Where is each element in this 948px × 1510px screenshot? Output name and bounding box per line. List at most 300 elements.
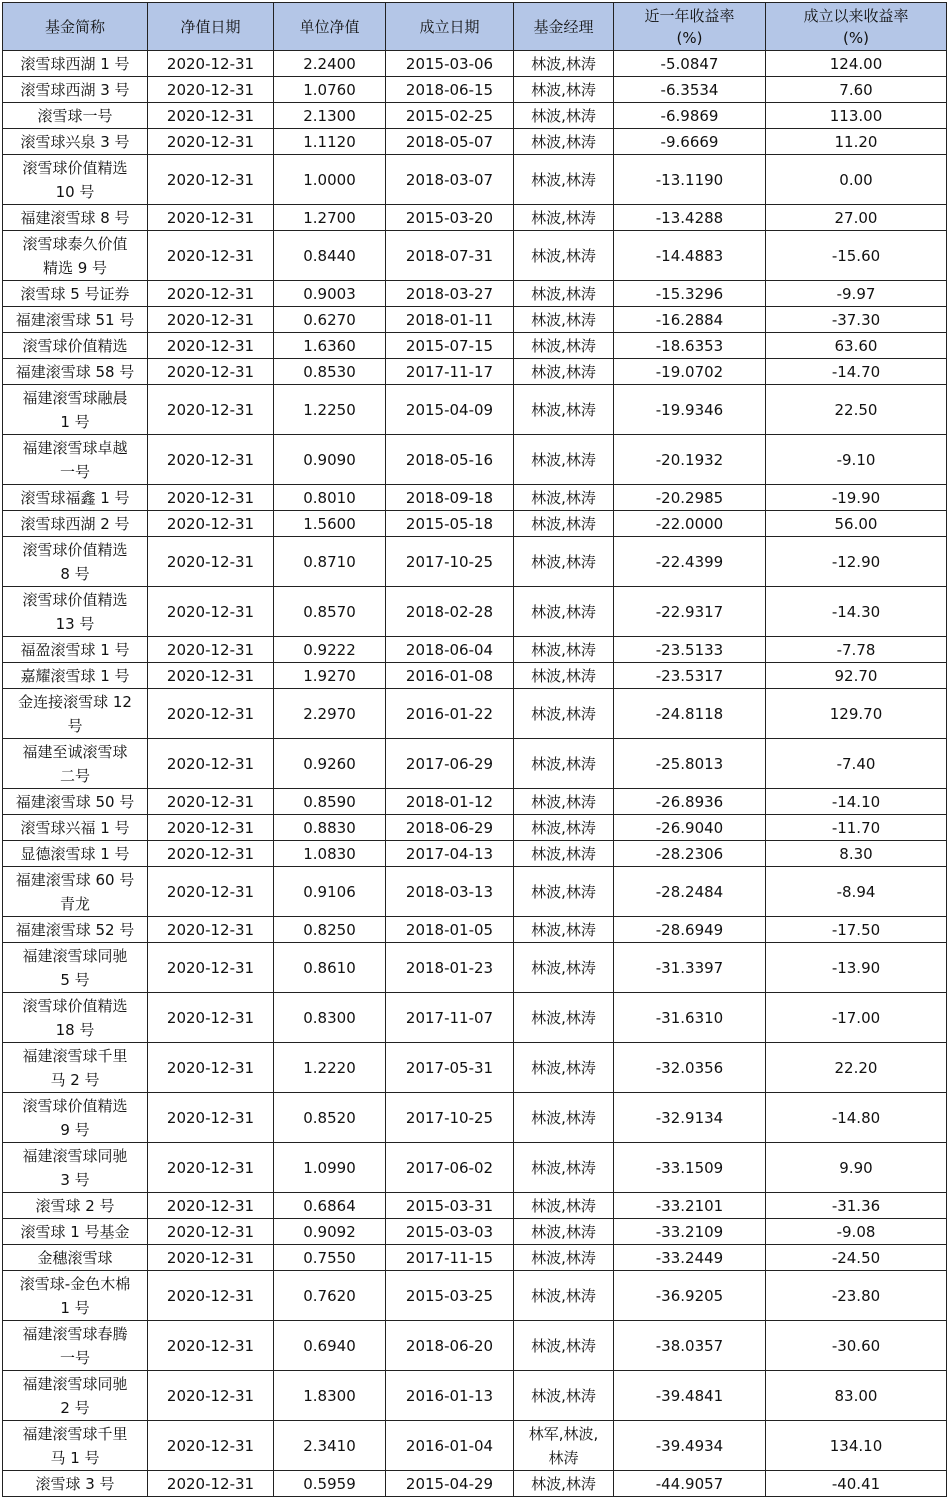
fund-name-cell: 滚雪球价值精选 10 号: [3, 155, 148, 205]
nav-date-cell: 2020-12-31: [148, 1043, 274, 1093]
fund-manager-cell: 林波,林涛: [514, 1471, 614, 1497]
table-row: [3, 1093, 947, 1143]
nav-date-cell: 2020-12-31: [148, 663, 274, 689]
inception-date-cell: 2018-01-11: [386, 307, 514, 333]
one-year-return-cell: -32.0356: [614, 1043, 766, 1093]
fund-name-cell: 福建滚雪球 50 号: [3, 789, 148, 815]
fund-name-cell: 滚雪球-金色木棉 1 号: [3, 1271, 148, 1321]
table-row: [3, 511, 947, 537]
since-inception-return-cell: 134.10: [766, 1421, 947, 1471]
table-row: [3, 1471, 947, 1497]
one-year-return-cell: -31.3397: [614, 943, 766, 993]
nav-date-cell: 2020-12-31: [148, 993, 274, 1043]
fund-name-cell: 福建滚雪球卓越 一号: [3, 435, 148, 485]
nav-date-cell: 2020-12-31: [148, 511, 274, 537]
fund-manager-cell: 林波,林涛: [514, 867, 614, 917]
since-inception-return-cell: -7.40: [766, 739, 947, 789]
unit-nav-cell: 1.5600: [274, 511, 386, 537]
inception-date-cell: 2016-01-08: [386, 663, 514, 689]
nav-date-cell: 2020-12-31: [148, 155, 274, 205]
unit-nav-cell: 0.6270: [274, 307, 386, 333]
one-year-return-cell: -22.9317: [614, 587, 766, 637]
since-inception-return-cell: 63.60: [766, 333, 947, 359]
one-year-return-cell: -23.5133: [614, 637, 766, 663]
unit-nav-cell: 0.9260: [274, 739, 386, 789]
fund-name-cell: 福建至诚滚雪球 二号: [3, 739, 148, 789]
table-row: [3, 1193, 947, 1219]
inception-date-cell: 2018-01-23: [386, 943, 514, 993]
unit-nav-cell: 1.2220: [274, 1043, 386, 1093]
fund-manager-cell: 林波,林涛: [514, 789, 614, 815]
inception-date-cell: 2017-06-02: [386, 1143, 514, 1193]
since-inception-return-cell: -37.30: [766, 307, 947, 333]
one-year-return-cell: -32.9134: [614, 1093, 766, 1143]
table-row: [3, 739, 947, 789]
inception-date-cell: 2018-09-18: [386, 485, 514, 511]
since-inception-return-cell: -8.94: [766, 867, 947, 917]
table-row: [3, 689, 947, 739]
inception-date-cell: 2015-04-29: [386, 1471, 514, 1497]
fund-name-cell: 福建滚雪球同驰 5 号: [3, 943, 148, 993]
inception-date-cell: 2018-02-28: [386, 587, 514, 637]
unit-nav-cell: 1.2700: [274, 205, 386, 231]
fund-manager-cell: 林军,林波, 林涛: [514, 1421, 614, 1471]
table-row: [3, 815, 947, 841]
fund-manager-cell: 林波,林涛: [514, 637, 614, 663]
inception-date-cell: 2018-07-31: [386, 231, 514, 281]
table-row: [3, 637, 947, 663]
since-inception-return-cell: -31.36: [766, 1193, 947, 1219]
table-row: [3, 77, 947, 103]
inception-date-cell: 2016-01-22: [386, 689, 514, 739]
nav-date-cell: 2020-12-31: [148, 1371, 274, 1421]
nav-date-cell: 2020-12-31: [148, 1245, 274, 1271]
since-inception-return-cell: -19.90: [766, 485, 947, 511]
fund-name-cell: 显德滚雪球 1 号: [3, 841, 148, 867]
one-year-return-cell: -14.4883: [614, 231, 766, 281]
one-year-return-cell: -28.2484: [614, 867, 766, 917]
fund-name-cell: 滚雪球福鑫 1 号: [3, 485, 148, 511]
nav-date-cell: 2020-12-31: [148, 587, 274, 637]
unit-nav-cell: 0.8590: [274, 789, 386, 815]
fund-name-cell: 滚雪球兴福 1 号: [3, 815, 148, 841]
inception-date-cell: 2016-01-13: [386, 1371, 514, 1421]
unit-nav-cell: 0.9106: [274, 867, 386, 917]
fund-name-cell: 福建滚雪球春腾 一号: [3, 1321, 148, 1371]
since-inception-return-cell: 124.00: [766, 51, 947, 77]
unit-nav-cell: 0.9222: [274, 637, 386, 663]
unit-nav-cell: 1.0000: [274, 155, 386, 205]
one-year-return-cell: -33.1509: [614, 1143, 766, 1193]
table-row: [3, 1043, 947, 1093]
fund-name-cell: 滚雪球兴泉 3 号: [3, 129, 148, 155]
inception-date-cell: 2018-06-04: [386, 637, 514, 663]
table-row: [3, 333, 947, 359]
fund-name-cell: 滚雪球价值精选 9 号: [3, 1093, 148, 1143]
nav-date-cell: 2020-12-31: [148, 689, 274, 739]
since-inception-return-cell: 27.00: [766, 205, 947, 231]
one-year-return-cell: -9.6669: [614, 129, 766, 155]
one-year-return-cell: -39.4934: [614, 1421, 766, 1471]
inception-date-cell: 2018-03-27: [386, 281, 514, 307]
nav-date-cell: 2020-12-31: [148, 1271, 274, 1321]
fund-name-cell: 滚雪球 3 号: [3, 1471, 148, 1497]
fund-manager-cell: 林波,林涛: [514, 663, 614, 689]
inception-date-cell: 2018-03-07: [386, 155, 514, 205]
inception-date-header: 成立日期: [386, 3, 514, 51]
table-row: [3, 359, 947, 385]
nav-date-cell: 2020-12-31: [148, 77, 274, 103]
since-inception-return-cell: 9.90: [766, 1143, 947, 1193]
table-body: [3, 51, 947, 1497]
table-row: [3, 789, 947, 815]
since-inception-return-cell: -9.97: [766, 281, 947, 307]
nav-date-cell: 2020-12-31: [148, 205, 274, 231]
nav-date-cell: 2020-12-31: [148, 359, 274, 385]
one-year-return-cell: -18.6353: [614, 333, 766, 359]
table-row: [3, 129, 947, 155]
unit-nav-cell: 0.8250: [274, 917, 386, 943]
fund-name-cell: 福建滚雪球 52 号: [3, 917, 148, 943]
unit-nav-cell: 2.2970: [274, 689, 386, 739]
one-year-return-cell: -22.0000: [614, 511, 766, 537]
one-year-return-cell: -19.0702: [614, 359, 766, 385]
inception-date-cell: 2018-03-13: [386, 867, 514, 917]
inception-date-cell: 2017-06-29: [386, 739, 514, 789]
since-inception-return-header: 成立以来收益率 (%): [766, 3, 947, 51]
nav-date-cell: 2020-12-31: [148, 637, 274, 663]
nav-date-cell: 2020-12-31: [148, 281, 274, 307]
since-inception-return-cell: 113.00: [766, 103, 947, 129]
one-year-return-cell: -24.8118: [614, 689, 766, 739]
inception-date-cell: 2015-04-09: [386, 385, 514, 435]
inception-date-cell: 2015-03-25: [386, 1271, 514, 1321]
fund-manager-cell: 林波,林涛: [514, 587, 614, 637]
fund-manager-cell: 林波,林涛: [514, 993, 614, 1043]
nav-date-cell: 2020-12-31: [148, 129, 274, 155]
table-row: [3, 1143, 947, 1193]
nav-date-cell: 2020-12-31: [148, 1143, 274, 1193]
since-inception-return-cell: -9.10: [766, 435, 947, 485]
inception-date-cell: 2017-11-07: [386, 993, 514, 1043]
one-year-return-cell: -44.9057: [614, 1471, 766, 1497]
inception-date-cell: 2018-06-29: [386, 815, 514, 841]
one-year-return-cell: -5.0847: [614, 51, 766, 77]
unit-nav-cell: 2.2400: [274, 51, 386, 77]
inception-date-cell: 2017-10-25: [386, 537, 514, 587]
one-year-return-cell: -36.9205: [614, 1271, 766, 1321]
table-row: [3, 205, 947, 231]
inception-date-cell: 2015-03-20: [386, 205, 514, 231]
unit-nav-header: 单位净值: [274, 3, 386, 51]
since-inception-return-cell: -24.50: [766, 1245, 947, 1271]
inception-date-cell: 2018-01-12: [386, 789, 514, 815]
fund-manager-cell: 林波,林涛: [514, 307, 614, 333]
since-inception-return-cell: -14.30: [766, 587, 947, 637]
inception-date-cell: 2018-01-05: [386, 917, 514, 943]
unit-nav-cell: 1.1120: [274, 129, 386, 155]
one-year-return-cell: -38.0357: [614, 1321, 766, 1371]
nav-date-cell: 2020-12-31: [148, 435, 274, 485]
one-year-return-cell: -13.4288: [614, 205, 766, 231]
unit-nav-cell: 0.8570: [274, 587, 386, 637]
nav-date-cell: 2020-12-31: [148, 841, 274, 867]
fund-name-cell: 滚雪球一号: [3, 103, 148, 129]
fund-name-cell: 滚雪球价值精选 13 号: [3, 587, 148, 637]
nav-date-header: 净值日期: [148, 3, 274, 51]
fund-name-cell: 滚雪球西湖 2 号: [3, 511, 148, 537]
one-year-return-cell: -28.2306: [614, 841, 766, 867]
fund-name-cell: 滚雪球价值精选 8 号: [3, 537, 148, 587]
fund-manager-cell: 林波,林涛: [514, 435, 614, 485]
unit-nav-cell: 0.7550: [274, 1245, 386, 1271]
table-row: [3, 485, 947, 511]
since-inception-return-cell: 0.00: [766, 155, 947, 205]
nav-date-cell: 2020-12-31: [148, 307, 274, 333]
inception-date-cell: 2017-10-25: [386, 1093, 514, 1143]
inception-date-cell: 2015-05-18: [386, 511, 514, 537]
fund-manager-cell: 林波,林涛: [514, 77, 614, 103]
unit-nav-cell: 0.8710: [274, 537, 386, 587]
since-inception-return-cell: -11.70: [766, 815, 947, 841]
nav-date-cell: 2020-12-31: [148, 917, 274, 943]
table-row: [3, 993, 947, 1043]
fund-name-header: 基金简称: [3, 3, 148, 51]
table-header: [3, 3, 947, 51]
since-inception-return-cell: -14.70: [766, 359, 947, 385]
inception-date-cell: 2015-03-31: [386, 1193, 514, 1219]
nav-date-cell: 2020-12-31: [148, 739, 274, 789]
fund-name-cell: 福建滚雪球千里 马 1 号: [3, 1421, 148, 1471]
table-row: [3, 231, 947, 281]
unit-nav-cell: 2.1300: [274, 103, 386, 129]
fund-name-cell: 滚雪球西湖 1 号: [3, 51, 148, 77]
one-year-return-cell: -33.2101: [614, 1193, 766, 1219]
unit-nav-cell: 0.9090: [274, 435, 386, 485]
since-inception-return-cell: 7.60: [766, 77, 947, 103]
fund-manager-cell: 林波,林涛: [514, 281, 614, 307]
one-year-return-cell: -16.2884: [614, 307, 766, 333]
fund-manager-cell: 林波,林涛: [514, 129, 614, 155]
fund-name-cell: 福建滚雪球 51 号: [3, 307, 148, 333]
fund-name-cell: 金穗滚雪球: [3, 1245, 148, 1271]
fund-name-cell: 福建滚雪球 8 号: [3, 205, 148, 231]
table-row: [3, 1271, 947, 1321]
one-year-return-cell: -33.2449: [614, 1245, 766, 1271]
inception-date-cell: 2018-06-15: [386, 77, 514, 103]
fund-manager-cell: 林波,林涛: [514, 917, 614, 943]
table-row: [3, 155, 947, 205]
since-inception-return-cell: -7.78: [766, 637, 947, 663]
nav-date-cell: 2020-12-31: [148, 1321, 274, 1371]
table-row: [3, 537, 947, 587]
since-inception-return-cell: 92.70: [766, 663, 947, 689]
nav-date-cell: 2020-12-31: [148, 103, 274, 129]
table-row: [3, 1245, 947, 1271]
unit-nav-cell: 1.0830: [274, 841, 386, 867]
inception-date-cell: 2018-05-16: [386, 435, 514, 485]
nav-date-cell: 2020-12-31: [148, 485, 274, 511]
fund-manager-cell: 林波,林涛: [514, 689, 614, 739]
unit-nav-cell: 0.8440: [274, 231, 386, 281]
inception-date-cell: 2015-07-15: [386, 333, 514, 359]
one-year-return-cell: -19.9346: [614, 385, 766, 435]
unit-nav-cell: 1.9270: [274, 663, 386, 689]
fund-manager-cell: 林波,林涛: [514, 1371, 614, 1421]
fund-manager-cell: 林波,林涛: [514, 1245, 614, 1271]
inception-date-cell: 2018-05-07: [386, 129, 514, 155]
fund-manager-cell: 林波,林涛: [514, 205, 614, 231]
nav-date-cell: 2020-12-31: [148, 1421, 274, 1471]
inception-date-cell: 2017-11-15: [386, 1245, 514, 1271]
inception-date-cell: 2017-11-17: [386, 359, 514, 385]
nav-date-cell: 2020-12-31: [148, 1471, 274, 1497]
fund-table-container: [2, 2, 946, 1497]
inception-date-cell: 2017-04-13: [386, 841, 514, 867]
since-inception-return-cell: -40.41: [766, 1471, 947, 1497]
unit-nav-cell: 2.3410: [274, 1421, 386, 1471]
unit-nav-cell: 0.8530: [274, 359, 386, 385]
inception-date-cell: 2017-05-31: [386, 1043, 514, 1093]
fund-manager-cell: 林波,林涛: [514, 231, 614, 281]
one-year-return-cell: -33.2109: [614, 1219, 766, 1245]
fund-manager-cell: 林波,林涛: [514, 1093, 614, 1143]
fund-name-cell: 滚雪球 2 号: [3, 1193, 148, 1219]
fund-name-cell: 滚雪球泰久价值 精选 9 号: [3, 231, 148, 281]
fund-name-cell: 滚雪球 1 号基金: [3, 1219, 148, 1245]
since-inception-return-cell: -17.00: [766, 993, 947, 1043]
one-year-return-cell: -26.8936: [614, 789, 766, 815]
unit-nav-cell: 1.8300: [274, 1371, 386, 1421]
unit-nav-cell: 0.8520: [274, 1093, 386, 1143]
fund-name-cell: 福建滚雪球 60 号 青龙: [3, 867, 148, 917]
inception-date-cell: 2015-03-06: [386, 51, 514, 77]
inception-date-cell: 2018-06-20: [386, 1321, 514, 1371]
one-year-return-cell: -6.3534: [614, 77, 766, 103]
fund-manager-cell: 林波,林涛: [514, 943, 614, 993]
since-inception-return-cell: -14.80: [766, 1093, 947, 1143]
fund-name-cell: 福盈滚雪球 1 号: [3, 637, 148, 663]
one-year-return-cell: -39.4841: [614, 1371, 766, 1421]
fund-manager-cell: 林波,林涛: [514, 537, 614, 587]
one-year-return-cell: -6.9869: [614, 103, 766, 129]
fund-name-cell: 福建滚雪球 58 号: [3, 359, 148, 385]
fund-manager-cell: 林波,林涛: [514, 1143, 614, 1193]
fund-manager-cell: 林波,林涛: [514, 1219, 614, 1245]
fund-name-cell: 福建滚雪球千里 马 2 号: [3, 1043, 148, 1093]
nav-date-cell: 2020-12-31: [148, 385, 274, 435]
inception-date-cell: 2016-01-04: [386, 1421, 514, 1471]
since-inception-return-cell: 8.30: [766, 841, 947, 867]
fund-manager-cell: 林波,林涛: [514, 359, 614, 385]
fund-manager-cell: 林波,林涛: [514, 511, 614, 537]
unit-nav-cell: 0.6864: [274, 1193, 386, 1219]
unit-nav-cell: 0.8830: [274, 815, 386, 841]
since-inception-return-cell: 83.00: [766, 1371, 947, 1421]
one-year-return-cell: -15.3296: [614, 281, 766, 307]
nav-date-cell: 2020-12-31: [148, 51, 274, 77]
since-inception-return-cell: -17.50: [766, 917, 947, 943]
fund-name-cell: 滚雪球价值精选: [3, 333, 148, 359]
fund-name-cell: 金连接滚雪球 12 号: [3, 689, 148, 739]
one-year-return-cell: -23.5317: [614, 663, 766, 689]
nav-date-cell: 2020-12-31: [148, 1193, 274, 1219]
nav-date-cell: 2020-12-31: [148, 537, 274, 587]
fund-manager-cell: 林波,林涛: [514, 51, 614, 77]
fund-name-cell: 滚雪球 5 号证券: [3, 281, 148, 307]
since-inception-return-cell: -23.80: [766, 1271, 947, 1321]
table-row: [3, 1421, 947, 1471]
table-row: [3, 1219, 947, 1245]
inception-date-cell: 2015-03-03: [386, 1219, 514, 1245]
fund-manager-cell: 林波,林涛: [514, 1193, 614, 1219]
table-row: [3, 943, 947, 993]
header-row: [3, 3, 947, 51]
one-year-return-cell: -20.2985: [614, 485, 766, 511]
one-year-return-cell: -22.4399: [614, 537, 766, 587]
fund-manager-cell: 林波,林涛: [514, 155, 614, 205]
nav-date-cell: 2020-12-31: [148, 789, 274, 815]
one-year-return-cell: -25.8013: [614, 739, 766, 789]
fund-manager-cell: 林波,林涛: [514, 739, 614, 789]
unit-nav-cell: 0.7620: [274, 1271, 386, 1321]
since-inception-return-cell: -12.90: [766, 537, 947, 587]
one-year-return-cell: -13.1190: [614, 155, 766, 205]
fund-name-cell: 滚雪球西湖 3 号: [3, 77, 148, 103]
table-row: [3, 435, 947, 485]
table-row: [3, 385, 947, 435]
nav-date-cell: 2020-12-31: [148, 1093, 274, 1143]
table-row: [3, 103, 947, 129]
fund-manager-cell: 林波,林涛: [514, 1271, 614, 1321]
unit-nav-cell: 1.0990: [274, 1143, 386, 1193]
unit-nav-cell: 0.8010: [274, 485, 386, 511]
fund-name-cell: 福建滚雪球融晨 1 号: [3, 385, 148, 435]
fund-manager-cell: 林波,林涛: [514, 103, 614, 129]
fund-manager-cell: 林波,林涛: [514, 815, 614, 841]
one-year-return-cell: -28.6949: [614, 917, 766, 943]
fund-name-cell: 滚雪球价值精选 18 号: [3, 993, 148, 1043]
table-row: [3, 917, 947, 943]
fund-manager-header: 基金经理: [514, 3, 614, 51]
since-inception-return-cell: 22.20: [766, 1043, 947, 1093]
since-inception-return-cell: 11.20: [766, 129, 947, 155]
unit-nav-cell: 0.9003: [274, 281, 386, 307]
unit-nav-cell: 0.6940: [274, 1321, 386, 1371]
fund-manager-cell: 林波,林涛: [514, 333, 614, 359]
fund-manager-cell: 林波,林涛: [514, 841, 614, 867]
since-inception-return-cell: 129.70: [766, 689, 947, 739]
unit-nav-cell: 0.8300: [274, 993, 386, 1043]
nav-date-cell: 2020-12-31: [148, 943, 274, 993]
nav-date-cell: 2020-12-31: [148, 231, 274, 281]
nav-date-cell: 2020-12-31: [148, 333, 274, 359]
since-inception-return-cell: 56.00: [766, 511, 947, 537]
one-year-return-cell: -26.9040: [614, 815, 766, 841]
table-row: [3, 1321, 947, 1371]
fund-name-cell: 福建滚雪球同驰 2 号: [3, 1371, 148, 1421]
fund-manager-cell: 林波,林涛: [514, 385, 614, 435]
unit-nav-cell: 1.0760: [274, 77, 386, 103]
since-inception-return-cell: -30.60: [766, 1321, 947, 1371]
unit-nav-cell: 1.6360: [274, 333, 386, 359]
table-row: [3, 663, 947, 689]
one-year-return-header: 近一年收益率 (%): [614, 3, 766, 51]
nav-date-cell: 2020-12-31: [148, 815, 274, 841]
unit-nav-cell: 1.2250: [274, 385, 386, 435]
fund-manager-cell: 林波,林涛: [514, 1043, 614, 1093]
table-row: [3, 1371, 947, 1421]
